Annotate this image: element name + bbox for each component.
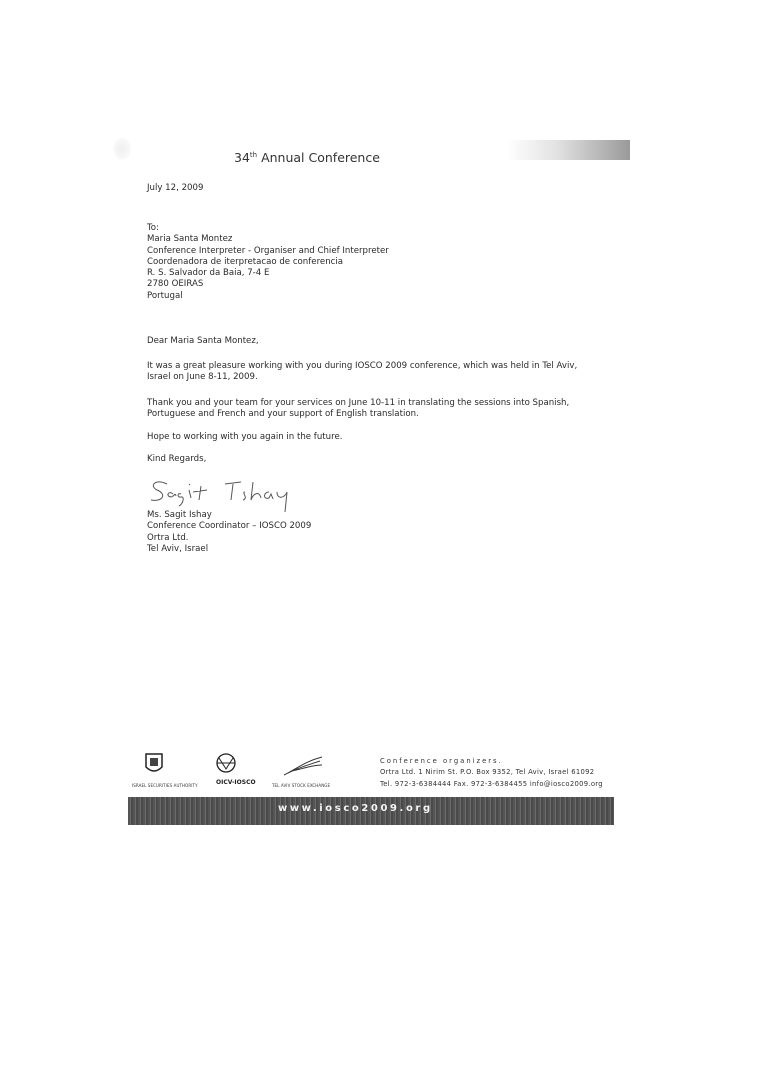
sender-line: Ortra Ltd.	[147, 532, 189, 543]
organizer-address: Ortra Ltd. 1 Nirim St. P.O. Box 9352, Tel Aviv, Israel 61092	[380, 768, 595, 776]
title-number: 34	[234, 150, 250, 165]
letter-date: July 12, 2009	[147, 183, 204, 193]
header-gradient-graphic	[507, 140, 630, 160]
paragraph-line: It was a great pleasure working with you during IOSCO 2009 conference, which was held in Tel Aviv,	[147, 361, 578, 371]
recipient-line: R. S. Salvador da Baia, 7-4 E	[147, 268, 270, 279]
scan-smudge	[113, 138, 131, 160]
sender-line: Ms. Sagit Ishay	[147, 510, 212, 520]
sender-block	[147, 510, 311, 555]
recipient-line: 2780 OEIRAS	[147, 279, 204, 290]
recipient-line: Maria Santa Montez	[147, 234, 233, 245]
recipient-block	[147, 223, 389, 302]
paragraph-line: Thank you and your team for your services on June 10-11 in translating the sessions into Spanish,	[147, 398, 570, 408]
paragraph	[147, 398, 569, 421]
salutation: Dear Maria Santa Montez,	[147, 336, 259, 346]
paragraph-line: Israel on June 8-11, 2009.	[147, 372, 258, 383]
paragraph	[147, 432, 342, 443]
israel-emblem-logo-icon	[145, 753, 163, 775]
paragraph	[147, 361, 577, 384]
paragraph-line: Hope to working with you again in the future.	[147, 432, 343, 442]
website-banner	[128, 797, 614, 825]
recipient-line: Coordenadora de iterpretacao de conferencia	[147, 256, 344, 267]
recipient-line: Portugal	[147, 290, 183, 301]
letterhead-title	[234, 150, 380, 165]
sender-line: Conference Coordinator – IOSCO 2009	[147, 521, 312, 532]
recipient-line: To:	[147, 223, 159, 233]
organizer-contact: Tel. 972-3-6384444 Fax. 972-3-6384455 info@iosco2009.org	[380, 780, 603, 788]
closing: Kind Regards,	[147, 454, 207, 464]
sender-line: Tel Aviv, Israel	[147, 543, 209, 554]
title-suffix: th	[249, 150, 258, 159]
recipient-line: Conference Interpreter - Organiser and Chief Interpreter	[147, 245, 389, 256]
organizers-heading: Conference organizers.	[380, 757, 503, 765]
title-text: Annual Conference	[257, 150, 380, 165]
tase-logo-icon	[282, 755, 324, 777]
logo-caption: TEL AVIV STOCK EXCHANGE	[272, 783, 331, 788]
website-link[interactable]: www.iosco2009.org	[278, 803, 433, 814]
iosco-globe-logo-icon	[215, 752, 237, 774]
logo-caption: ISRAEL SECURITIES AUTHORITY	[132, 783, 198, 788]
logo-caption: OICV-IOSCO	[216, 779, 256, 786]
paragraph-line: Portuguese and French and your support of English translation.	[147, 409, 419, 420]
